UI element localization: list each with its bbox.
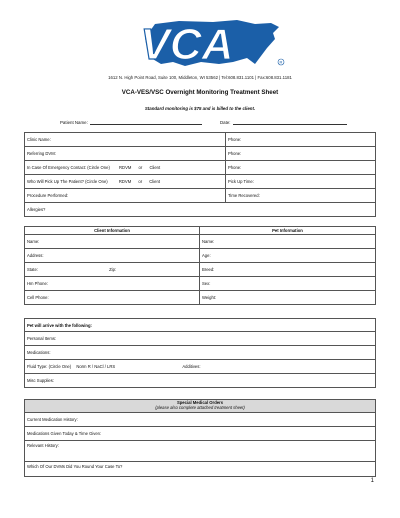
special-orders-header: [25, 400, 376, 413]
client-name-cell[interactable]: [25, 235, 200, 249]
pet-name-cell[interactable]: [200, 235, 376, 249]
pet-breed-label: Breed:: [202, 267, 215, 272]
date-label: Date:: [220, 120, 231, 125]
patient-name-field[interactable]: [60, 120, 202, 125]
date-field[interactable]: [220, 120, 347, 125]
clinic-phone-cell[interactable]: [226, 133, 376, 147]
svg-text:R: R: [279, 59, 283, 65]
pet-info-header: Pet Information: [200, 227, 376, 235]
pickup-time-cell[interactable]: [226, 175, 376, 189]
relevant-history-cell[interactable]: [25, 441, 376, 462]
vca-logo-text: VCA: [140, 20, 234, 69]
emergency-client-option[interactable]: Client: [149, 165, 161, 170]
client-state-label: State:: [27, 267, 38, 272]
clinic-name-cell[interactable]: [25, 133, 226, 147]
client-zip-label: Zip:: [109, 267, 117, 272]
date-line[interactable]: [233, 120, 347, 125]
misc-supplies-cell[interactable]: [25, 374, 376, 388]
personal-items-cell[interactable]: [25, 332, 376, 346]
client-state-zip-cell[interactable]: [25, 263, 200, 277]
client-hm-phone-label: Hm Phone:: [27, 281, 48, 286]
pet-weight-label: Weight:: [202, 295, 217, 300]
arrival-items-table: [24, 318, 376, 388]
pet-weight-cell[interactable]: [200, 291, 376, 305]
page-title: VCA-VES/VSC Overnight Monitoring Treatment Sheet: [121, 89, 279, 96]
vca-logo: [115, 18, 287, 70]
procedure-label: Procedure Performed:: [27, 193, 69, 198]
client-hm-phone-cell[interactable]: [25, 277, 200, 291]
time-recovered-label: Time Recovered:: [228, 193, 260, 198]
pickup-time-label: Pick Up Time:: [228, 179, 254, 184]
general-info-table: [24, 132, 376, 217]
current-medication-label: Current Medication History:: [27, 417, 78, 422]
referring-dvm-cell[interactable]: [25, 147, 226, 161]
client-cell-phone-label: Cell Phone:: [27, 295, 49, 300]
pet-sex-label: Sex:: [202, 281, 211, 286]
pickup-client-option[interactable]: Client: [149, 179, 160, 184]
client-pet-table: [24, 226, 376, 305]
page-subtitle: Standard monitoring is $75 and is billed to the client.: [144, 106, 256, 111]
emergency-contact-cell[interactable]: [25, 161, 226, 175]
pet-age-cell[interactable]: [200, 249, 376, 263]
clinic-address: 1612 N. High Point Road, Suite 100, Middleton, WI 53562 | Tel:608.831.1101 | Fax:608.831.1181: [108, 75, 292, 80]
emergency-or: or: [138, 165, 143, 170]
page-number: 1: [370, 478, 374, 484]
client-name-label: Name:: [27, 239, 40, 244]
special-orders-title: Special Medical Orders: [176, 400, 224, 406]
pet-breed-cell[interactable]: [200, 263, 376, 277]
emergency-phone-cell[interactable]: [226, 161, 376, 175]
procedure-cell[interactable]: [25, 189, 226, 203]
special-orders-table: [24, 399, 376, 477]
fluid-type-cell[interactable]: [25, 360, 376, 374]
pickup-or: or: [138, 179, 143, 184]
allergies-label: Allergies?: [27, 207, 46, 212]
pet-name-label: Name:: [202, 239, 215, 244]
additives-label: Additives:: [182, 364, 201, 369]
client-address-cell[interactable]: [25, 249, 200, 263]
emergency-phone-label: Phone:: [228, 165, 242, 170]
fluid-type-label: Fluid Type: (Circle One): [27, 364, 72, 369]
pet-age-label: Age:: [202, 253, 211, 258]
pickup-who-cell[interactable]: [25, 175, 226, 189]
patient-name-label: Patient Name:: [60, 120, 88, 125]
patient-name-line[interactable]: [90, 120, 202, 125]
relevant-history-label: Relevant History:: [27, 443, 59, 448]
emergency-rdvm-option[interactable]: RDVM: [119, 165, 132, 170]
client-info-header: Client Information: [25, 227, 200, 235]
special-orders-note: (please also complete attached treatment sheet): [155, 405, 245, 410]
referring-phone-cell[interactable]: [226, 147, 376, 161]
medications-label: Medications:: [27, 350, 51, 355]
medications-cell[interactable]: [25, 346, 376, 360]
emergency-contact-label: In Case Of Emergency Contact: (Circle One): [27, 165, 110, 170]
pet-sex-cell[interactable]: [200, 277, 376, 291]
medications-given-cell[interactable]: [25, 427, 376, 441]
medications-given-label: Medications Given Today & Time Given:: [27, 431, 102, 436]
referring-phone-label: Phone:: [228, 151, 242, 156]
allergies-cell[interactable]: [25, 203, 376, 217]
time-recovered-cell[interactable]: [226, 189, 376, 203]
misc-supplies-label: Misc Supplies:: [27, 378, 54, 383]
dvms-rounding-label: Which Of Our DVMs Did You Round Your Case To?: [27, 464, 123, 469]
dvms-rounding-cell[interactable]: [25, 462, 376, 477]
referring-dvm-label: Referring DVM:: [27, 151, 56, 156]
clinic-phone-label: Phone:: [228, 137, 242, 142]
fluid-type-options[interactable]: Norm R / NaCl / LRS: [76, 364, 116, 369]
pickup-who-label: Who Will Pick Up The Patient? (Circle One): [27, 179, 108, 184]
current-medication-cell[interactable]: [25, 413, 376, 427]
personal-items-label: Personal Items:: [27, 336, 57, 341]
client-cell-phone-cell[interactable]: [25, 291, 200, 305]
arrival-header: Pet will arrive with the following:: [25, 319, 376, 332]
pickup-rdvm-option[interactable]: RDVM: [118, 179, 132, 184]
clinic-name-label: Clinic Name:: [27, 137, 51, 142]
client-address-label: Address:: [27, 253, 44, 258]
